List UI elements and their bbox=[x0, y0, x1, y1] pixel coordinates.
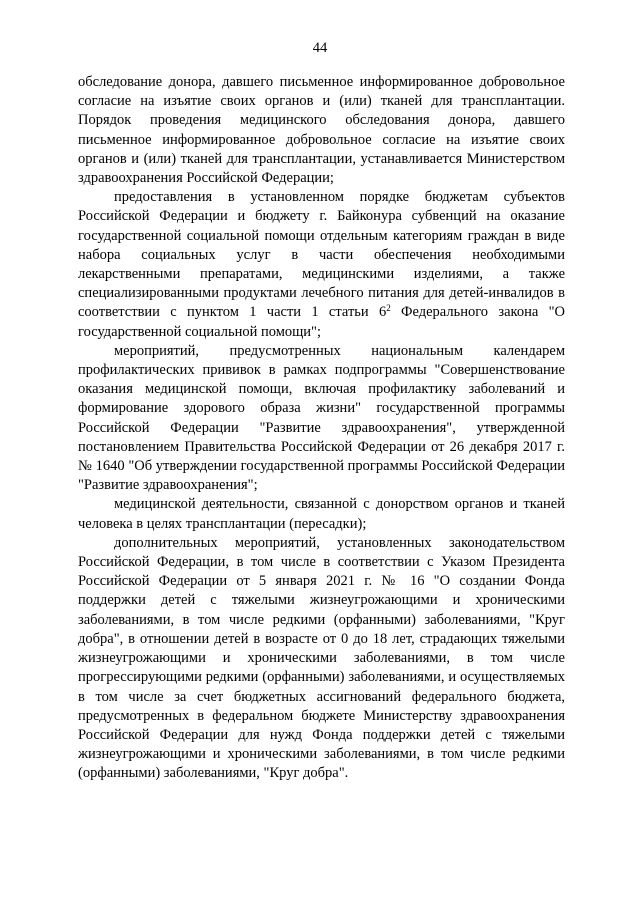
paragraph-additional-measures: дополнительных мероприятий, установленных законодательством Российской Федерации, в том числе в соответствии с Указом Президента Российской Федерации от 5 января 2021 г. № 16 "О создании Фонда поддержки детей с тяжелыми жизнеугрожающими и хроническими заболеваниями, в том числе редкими (орфанными) заболеваниями, "Круг добра", в отношении детей в возрасте от 0 до 18 лет, страдающих тяжелыми жизнеугрожающими и хроническими заболеваниями, в том числе прогрессирующими редкими (орфанными) заболеваниями, и осуществляемых в том числе за счет бюджетных ассигнований федерального бюджета, предусмотренных в федеральном бюджете Министерству здравоохранения Российской Федерации для нужд Фонда поддержки детей с тяжелыми жизнеугрожающими и хроническими заболеваниями, в том числе редкими (орфанными) заболеваниями, "Круг добра". bbox=[78, 534, 565, 782]
paragraph-donation: медицинской деятельности, связанной с донорством органов и тканей человека в целях трансплантации (пересадки); bbox=[78, 496, 565, 532]
superscript-article-number: 2 bbox=[386, 303, 391, 314]
paragraph-text: Федерального закона "О государственной социальной помощи"; bbox=[78, 304, 565, 340]
page-number: 44 bbox=[312, 40, 328, 56]
paragraph-subventions bbox=[78, 188, 565, 342]
document-body bbox=[78, 73, 565, 784]
paragraph-vaccination: мероприятий, предусмотренных национальным календарем профилактических прививок в рамках подпрограммы "Совершенствование оказания медицинской помощи, включая профилактику заболеваний и формирование здорового образа жизни" государственной программы Российской Федерации "Развитие здравоохранения", утвержденной постановлением Правительства Российской Федерации от 26 декабря 2017 г. № 1640 "Об утверждении государственной программы Российской Федерации "Развитие здравоохранения"; bbox=[78, 342, 565, 494]
paragraph-continuation: обследование донора, давшего письменное информированное добровольное согласие на изъятие своих органов и (или) тканей для трансплантации. Порядок проведения медицинского обследования донора, давшего письменное информированное добровольное согласие на изъятие своих органов и (или) тканей для трансплантации, устанавливается Министерством здравоохранения Российской Федерации; bbox=[78, 74, 565, 187]
paragraph-text: предоставления в установленном порядке бюджетам субъектов Российской Федерации и бюджету г. Байконура субвенций на оказание государственной социальной помощи отдельным категориям граждан в виде набора социальных услуг в части обеспечения необходимыми лекарственными препаратами, медицинскими изделиями, а также специализированными продуктами лечебного питания для детей-инвалидов в соответствии с пунктом 1 части 1 статьи 6 bbox=[78, 189, 565, 321]
